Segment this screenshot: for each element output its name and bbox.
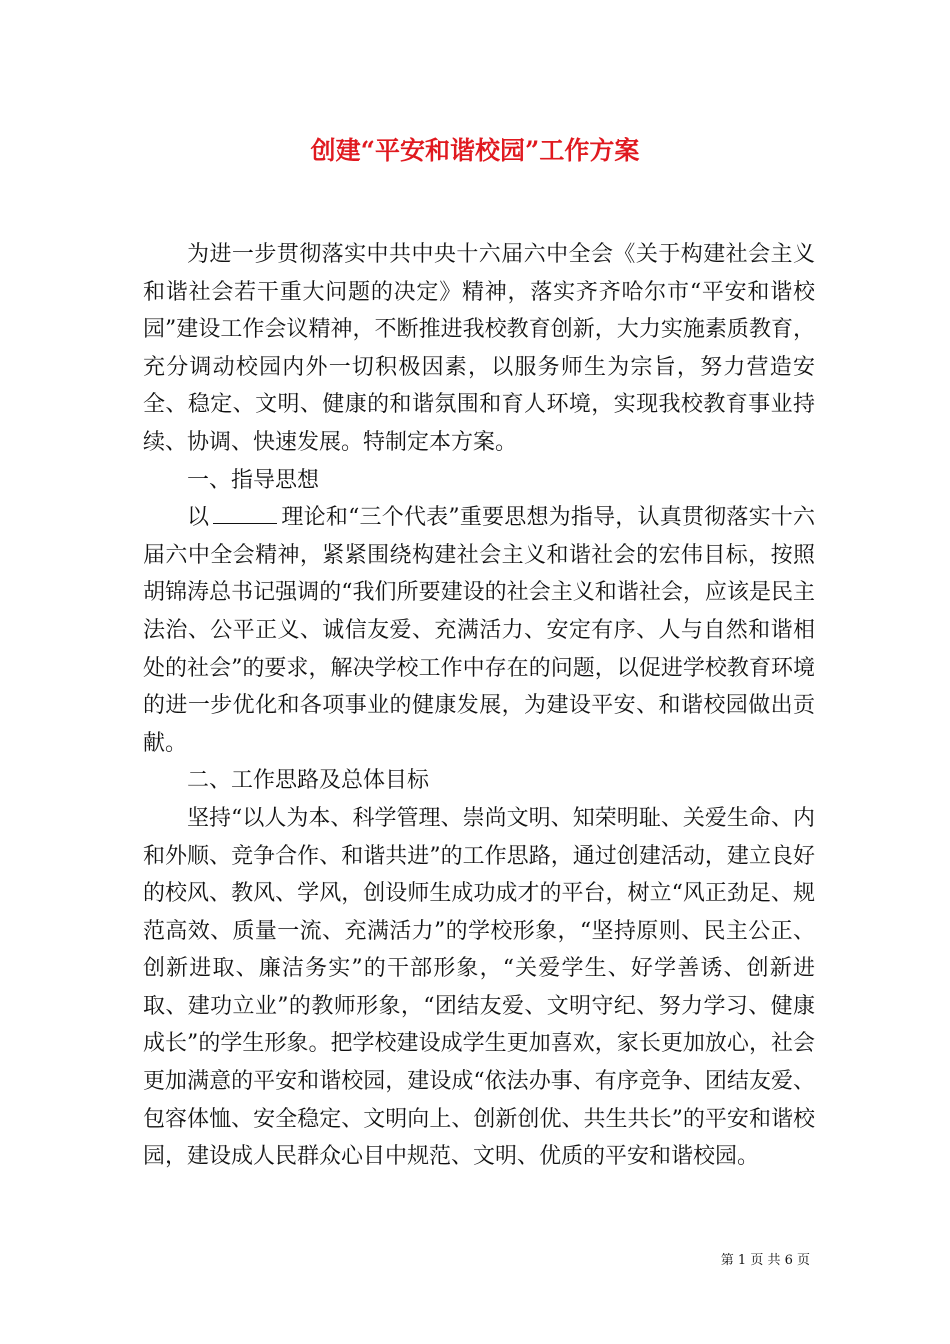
guiding-ideology-text: 理论和“三个代表”重要思想为指导，认真贯彻落实十六届六中全会精神，紧紧围绕构建社会主义和谐社会的宏伟目标，按照胡锦涛总书记强调的“我们所要建设的社会主义和谐社会，应该是民主法治、公平正义、诚信友爱、充满活力、安定有序、人与自然和谐相处的社会”的要求，解决学校工作中存在的问题，以促进学校教育环境的进一步优化和各项事业的健康发展，为建设平安、和谐校园做出贡献。: [143, 505, 815, 756]
blank-prefix-text: 以: [187, 505, 210, 531]
intro-paragraph: 为进一步贯彻落实中共中央十六届六中全会《关于构建社会主义和谐社会若干重大问题的决定》精神，落实齐齐哈尔市“平安和谐校园”建设工作会议精神，不断推进我校教育创新，大力实施素质教育，充分调动校园内外一切积极因素，以服务师生为宗旨，努力营造安全、稳定、文明、健康的和谐氛围和育人环境，实现我校教育事业持续、协调、快速发展。特制定本方案。: [143, 242, 815, 455]
goals-paragraph: 坚持“以人为本、科学管理、崇尚文明、知荣明耻、关爱生命、内和外顺、竞争合作、和谐共进”的工作思路，通过创建活动，建立良好的校风、教风、学风，创设师生成功成才的平台，树立“风正劲足、规范高效、质量一流、充满活力”的学校形象，“坚持原则、民主公正、创新进取、廉洁务实”的干部形象，“关爱学生、好学善诱、创新进取、建功立业”的教师形象，“团结友爱、文明守纪、努力学习、健康成长”的学生形象。把学校建设成学生更加喜欢，家长更加放心，社会更加满意的平安和谐校园，建设成“依法办事、有序竞争、团结友爱、包容体恤、安全稳定、文明向上、创新创优、共生共长”的平安和谐校园，建设成人民群众心目中规范、文明、优质的平安和谐校园。: [143, 805, 815, 1170]
page-number: 第 1 页 共 6 页: [720, 1253, 810, 1268]
fill-in-blank: [213, 501, 277, 524]
section-heading-goals: 二、工作思路及总体目标: [187, 768, 430, 794]
document-body: [143, 236, 815, 1176]
document-title: 创建“平安和谐校园”工作方案: [310, 136, 640, 165]
guiding-ideology-paragraph: [143, 499, 815, 762]
section-heading-guiding-ideology: 一、指导思想: [187, 467, 320, 493]
